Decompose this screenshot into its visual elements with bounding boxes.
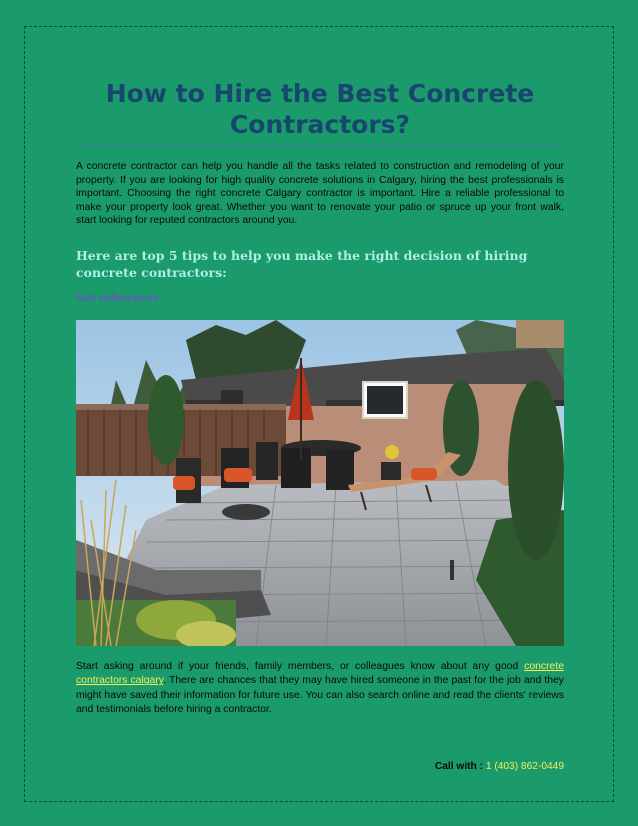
call-label: Call with :: [434, 761, 483, 772]
phone-number[interactable]: 1 (403) 862-0449: [485, 761, 564, 772]
tips-subheading: Here are top 5 tips to help you make the right decision of hiring concrete contractors:: [76, 248, 528, 280]
concrete-contractors-link[interactable]: concrete contractors calgary: [76, 661, 564, 687]
page-title: How to Hire the Best Concrete Contractors?: [105, 79, 535, 139]
paragraph-text-start: Start asking around if your friends, family members, or colleagues know about any good: [76, 661, 525, 672]
title-divider: [76, 145, 564, 146]
intro-paragraph: A concrete contractor can help you handle all the tasks related to construction and remodeling of your property. If you are looking for high quality concrete solutions in Calgary, hiring the best professionals is important. Choosing the right concrete Calgary contractor is important. Hire a reliable professional to make your property look great. Whether you want to renovate your patio or spruce up your front walk, start looking for reputed contractors around you.: [76, 161, 564, 227]
references-paragraph: [76, 660, 564, 718]
tip-heading-references: Get references: [76, 293, 159, 304]
paragraph-text-end: . There are chances that they may have hired someone in the past for the job and they might have saved their information for future use. You can also search online and read the clients' reviews and testimonials before hiring a contractor.: [76, 675, 564, 716]
patio-photo: [76, 320, 564, 646]
call-line: [320, 760, 564, 774]
